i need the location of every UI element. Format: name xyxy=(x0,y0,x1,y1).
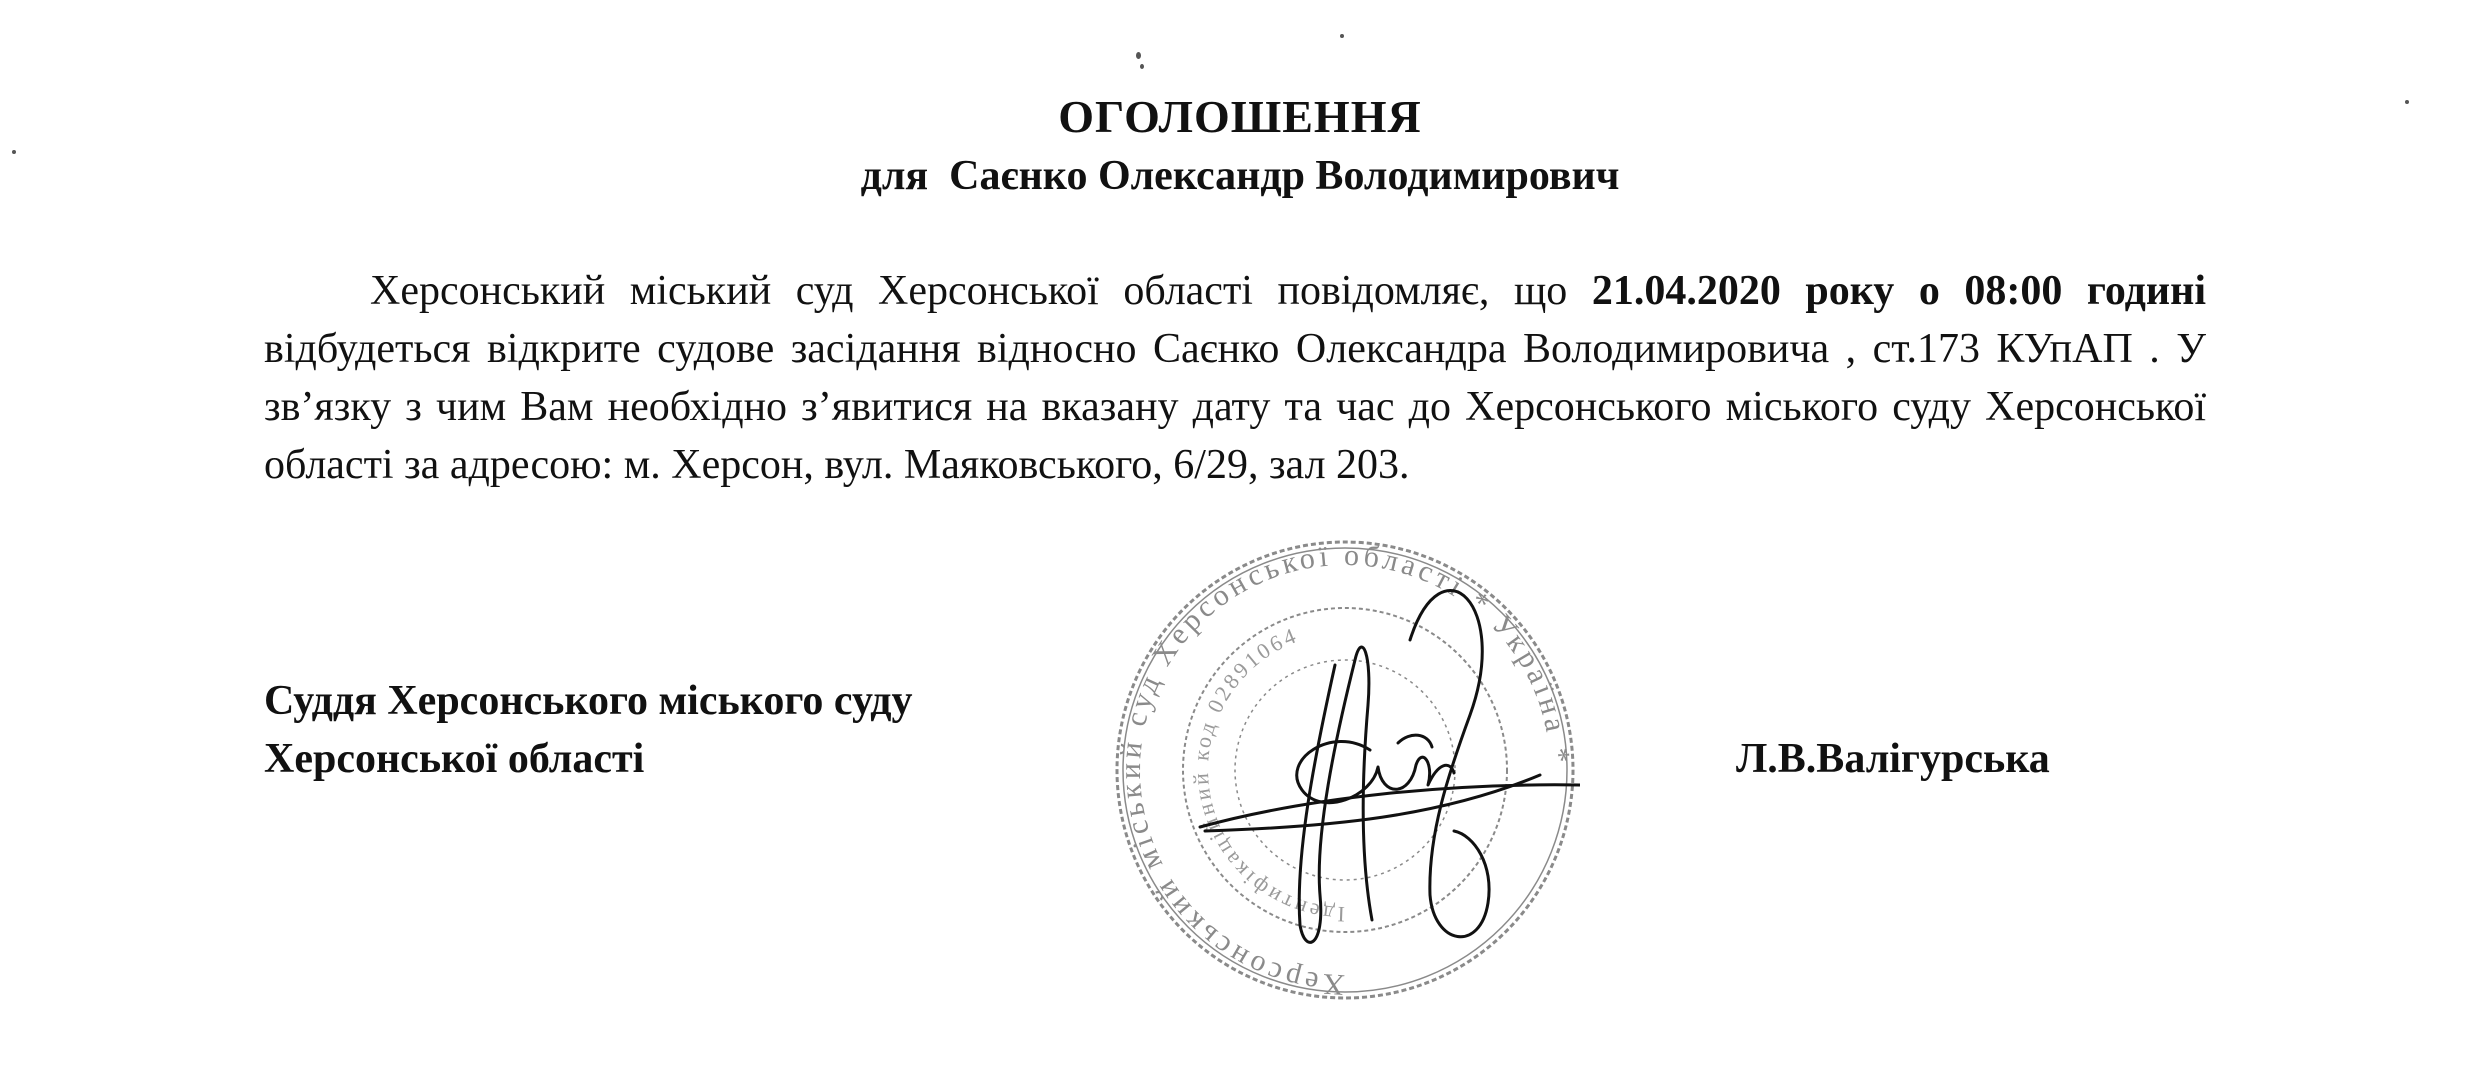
judge-title-line-1: Суддя Херсонського міського суду xyxy=(264,678,913,724)
scan-speck xyxy=(1340,34,1344,38)
body-part-2: відбудеться відкрите судове засідання відносно Саєнко Олександра Володимировича , ст.173 КУпАП . У зв’язку з чим Вам необхідно з’явитися на вказану дату та час до Херсонського міського суду Херсонської області за адресою: м. Херсон, вул. Маяковського, 6/29, зал 203. xyxy=(264,326,2206,488)
judge-name: Л.В.Валігурська xyxy=(1736,736,2050,782)
announcement-body xyxy=(264,262,2206,494)
judge-title xyxy=(264,672,913,788)
body-part-1: Херсонський міський суд Херсонської області повідомляє, що xyxy=(370,268,1592,314)
judge-title-line-2: Херсонської області xyxy=(264,736,645,782)
document-title: ОГОЛОШЕННЯ xyxy=(1058,91,1422,142)
hearing-date-time: 21.04.2020 року о 08:00 годині xyxy=(1591,268,2206,314)
scan-speck xyxy=(1136,52,1141,59)
seal-outer-text: Херсонський міський суд Херсонської області * Україна * xyxy=(1114,538,1577,1002)
court-seal-and-signature xyxy=(1110,535,1580,1015)
scan-speck xyxy=(1140,64,1144,69)
document-subtitle: для Саєнко Олександр Володимирович xyxy=(860,153,1620,199)
seal-inner-text: Ідентифікаційний код 02891064 xyxy=(1187,621,1346,928)
